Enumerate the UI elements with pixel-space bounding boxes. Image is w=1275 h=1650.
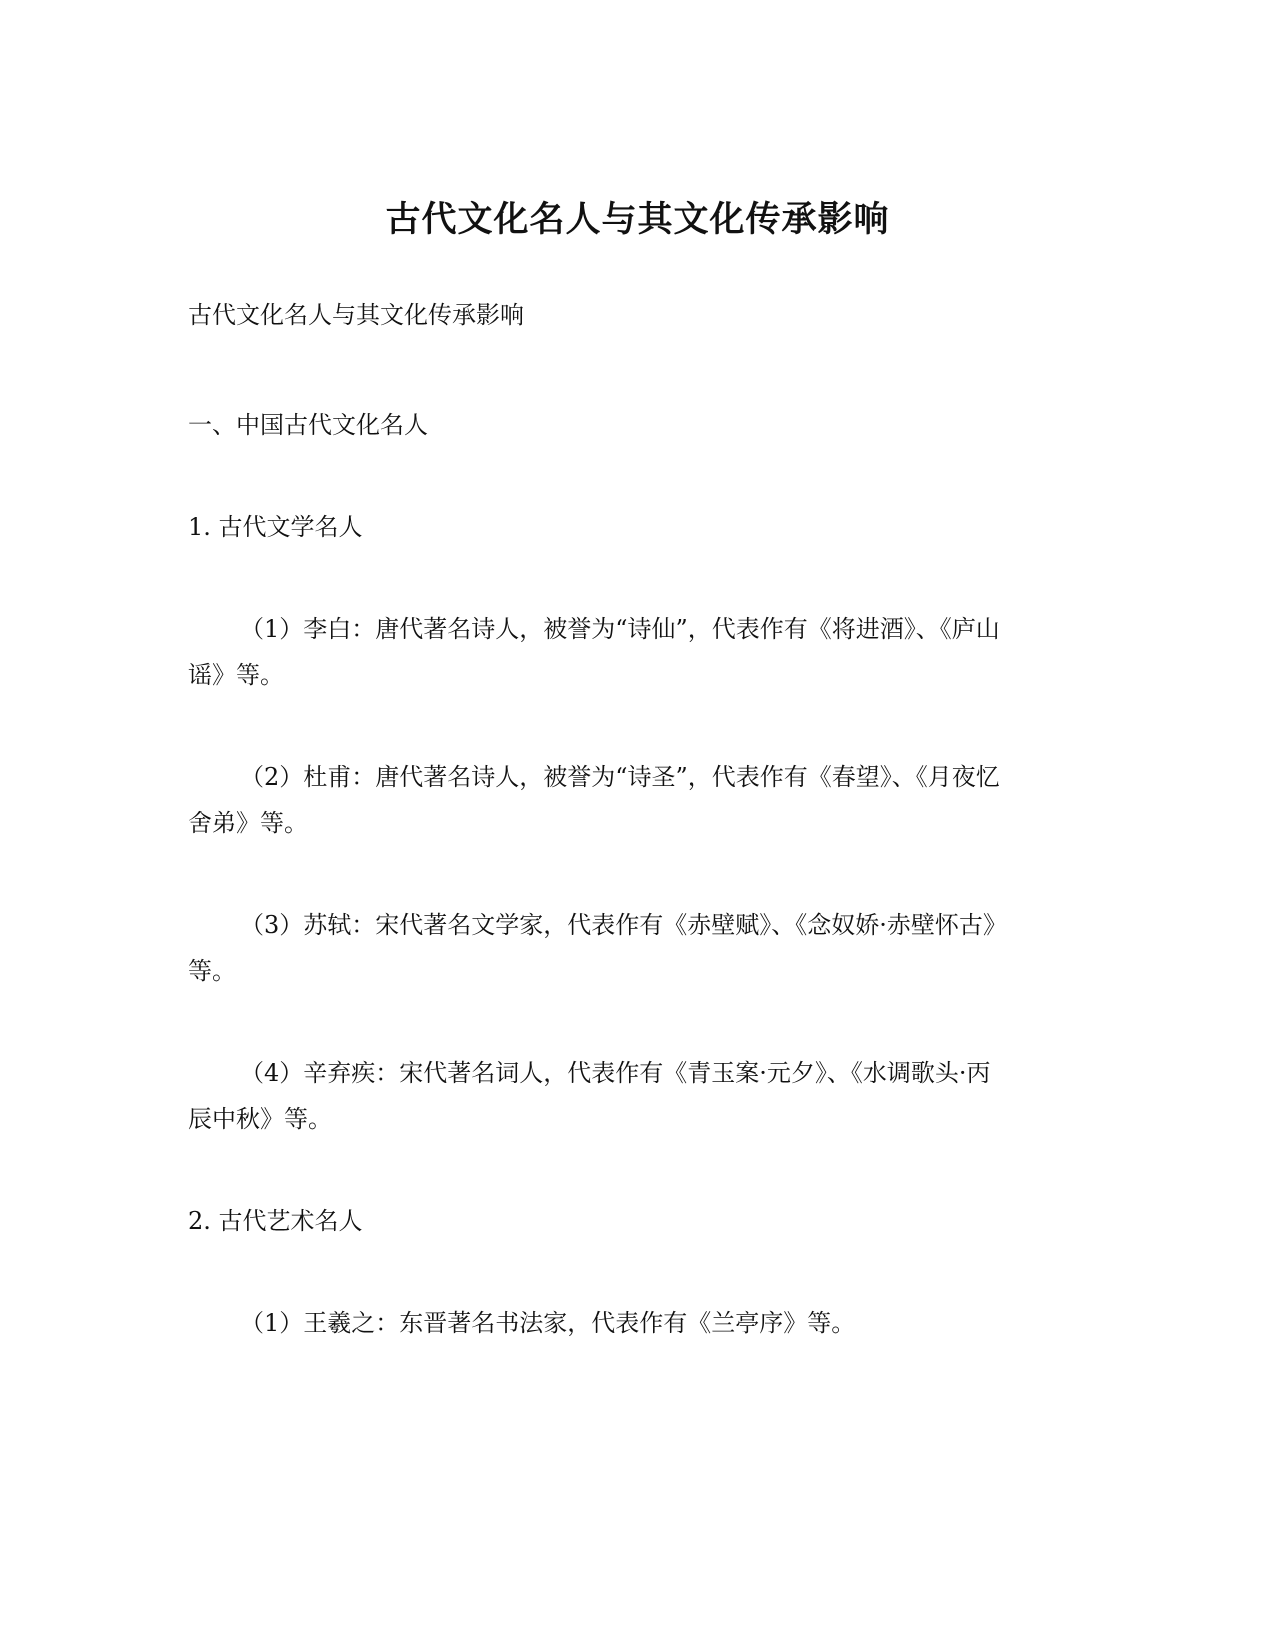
list-item-du-fu-line2: 舍弟》等。 [188, 809, 308, 837]
subsection-heading-literature: 1. 古代文学名人 [188, 513, 363, 541]
list-item-du-fu-line1: （2）杜甫：唐代著名诗人，被誉为“诗圣”，代表作有《春望》、《月夜忆 [240, 763, 1000, 791]
subsection-heading-art: 2. 古代艺术名人 [188, 1207, 363, 1235]
list-item-xin-qiji-line2: 辰中秋》等。 [188, 1105, 332, 1133]
list-item-xin-qiji-line1: （4）辛弃疾：宋代著名词人，代表作有《青玉案·元夕》、《水调歌头·丙 [240, 1059, 991, 1087]
document-title: 古代文化名人与其文化传承影响 [385, 199, 890, 240]
list-item-li-bai-line1: （1）李白：唐代著名诗人，被誉为“诗仙”，代表作有《将进酒》、《庐山 [240, 615, 1000, 643]
list-item-li-bai-line2: 谣》等。 [188, 661, 284, 689]
section-heading-1: 一、中国古代文化名人 [188, 411, 428, 439]
list-item-wang-xizhi-line1: （1）王羲之：东晋著名书法家，代表作有《兰亭序》等。 [240, 1309, 856, 1337]
list-item-su-shi-line2: 等。 [188, 957, 236, 985]
document-subtitle: 古代文化名人与其文化传承影响 [188, 301, 524, 329]
list-item-su-shi-line1: （3）苏轼：宋代著名文学家，代表作有《赤壁赋》、《念奴娇·赤壁怀古》 [240, 911, 1007, 939]
